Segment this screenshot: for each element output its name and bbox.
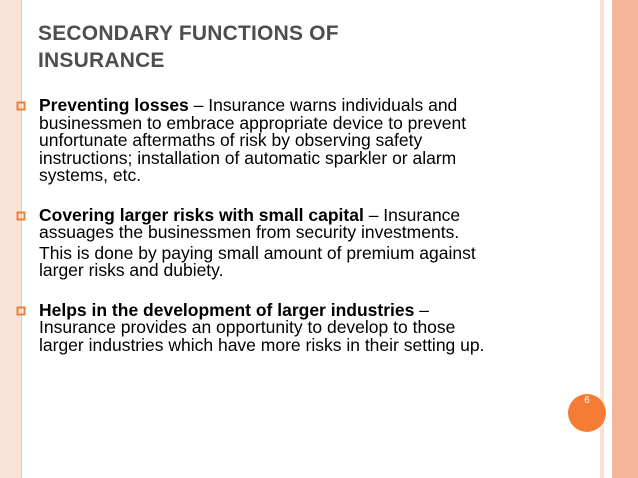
- bullet-covering-larger-risks: [14, 204, 594, 280]
- stripe: [616, 0, 638, 478]
- bullet-text-line: larger industries which have more risks in their setting up.: [39, 334, 485, 355]
- bullet-heading: Helps in the development of larger industries: [39, 299, 415, 320]
- bullet-text-line: assuages the businessmen from security investments.: [39, 222, 460, 242]
- bullet-text-line: unfortunate aftermaths of risk by observing safety: [39, 130, 423, 150]
- stripe: [604, 0, 612, 478]
- bullet-text-line: This is done by paying small amount of premium against: [39, 242, 476, 263]
- bullet-text-line: –: [414, 299, 429, 320]
- bullet-helps-development: [14, 299, 594, 355]
- bullet-text-line: businessmen to embrace appropriate device to prevent: [39, 112, 467, 133]
- open-square-bullet-icon: [16, 211, 26, 221]
- page-number: 6: [584, 395, 590, 406]
- slide-title-line-1: SECONDARY FUNCTIONS OF: [38, 22, 339, 45]
- right-stripe-decoration: [600, 0, 638, 478]
- bullet-text-line: – Insurance warns individuals and: [188, 95, 458, 115]
- bullet-text-line: – Insurance: [363, 204, 461, 225]
- bullet-text-line: Insurance provides an opportunity to develop to those: [39, 317, 456, 337]
- bullet-text-line: systems, etc.: [39, 165, 142, 185]
- bullet-list: [14, 97, 594, 354]
- bullet-text-line: larger risks and dubiety.: [39, 260, 224, 280]
- slide-title: [38, 20, 339, 74]
- bullet-preventing-losses: [14, 97, 594, 185]
- bullet-text-line: instructions; installation of automatic sparkler or alarm: [39, 147, 457, 168]
- open-square-bullet-icon: [16, 306, 26, 316]
- bullet-heading: Preventing losses: [39, 95, 189, 115]
- slide-title-line-2: INSURANCE: [38, 49, 165, 72]
- page-number-badge: [568, 394, 606, 432]
- bullet-heading: Covering larger risks with small capital: [39, 204, 364, 225]
- open-square-bullet-icon: [16, 101, 26, 111]
